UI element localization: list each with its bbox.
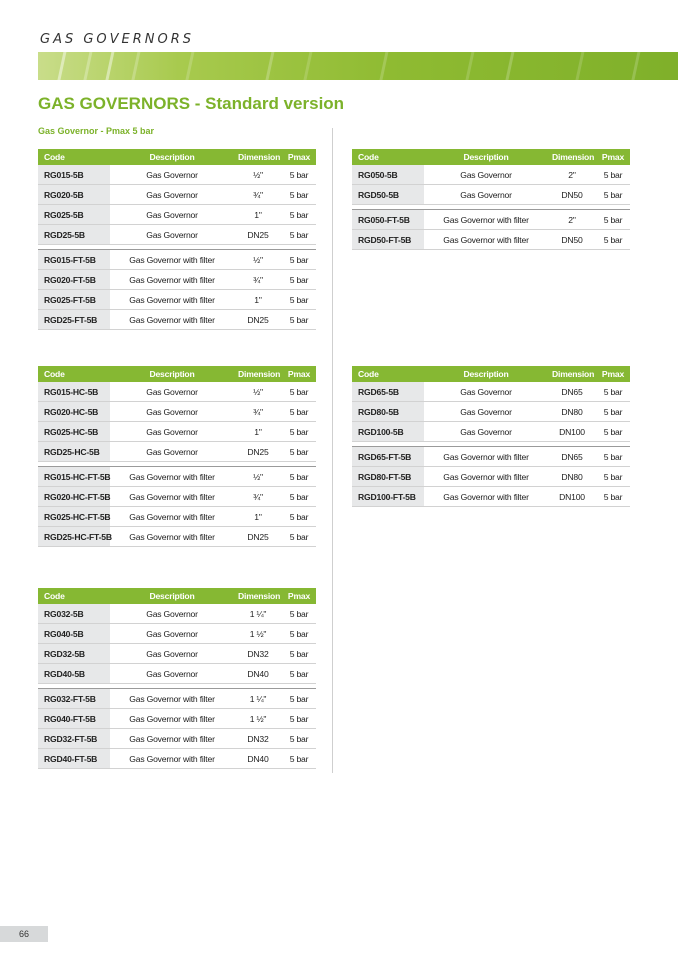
cell-description: Gas Governor with filter — [110, 250, 234, 270]
cell-description: Gas Governor — [424, 382, 548, 402]
table-header-row — [38, 366, 316, 382]
table-row — [38, 487, 316, 507]
cell-code: RGD40-5B — [38, 664, 110, 684]
table-row — [38, 382, 316, 402]
spec-table-2-inch — [352, 149, 630, 250]
cell-description: Gas Governor with filter — [110, 467, 234, 487]
table-row — [38, 527, 316, 547]
cell-description: Gas Governor with filter — [110, 749, 234, 769]
cell-description: Gas Governor with filter — [110, 270, 234, 290]
cell-pmax: 5 bar — [282, 250, 316, 270]
cell-code: RGD100-FT-5B — [352, 487, 424, 507]
cell-dimension: DN80 — [548, 402, 596, 422]
cell-dimension: ½" — [234, 165, 282, 185]
table-row — [38, 422, 316, 442]
cell-description: Gas Governor with filter — [110, 527, 234, 547]
cell-code: RG020-FT-5B — [38, 270, 110, 290]
header-dimension: Dimension — [234, 149, 282, 165]
cell-pmax: 5 bar — [282, 402, 316, 422]
header-dimension: Dimension — [548, 366, 596, 382]
table-header-row — [38, 588, 316, 604]
cell-dimension: 1" — [234, 507, 282, 527]
cell-description: Gas Governor — [110, 624, 234, 644]
cell-description: Gas Governor with filter — [424, 447, 548, 467]
spec-table-large-dn — [352, 366, 630, 507]
cell-dimension: 1 ½" — [234, 624, 282, 644]
cell-dimension: DN100 — [548, 422, 596, 442]
cell-code: RG050-5B — [352, 165, 424, 185]
table-row — [38, 644, 316, 664]
table-row — [38, 442, 316, 462]
header-dimension: Dimension — [234, 366, 282, 382]
table-header-row — [352, 366, 630, 382]
cell-code: RGD50-5B — [352, 185, 424, 205]
cell-pmax: 5 bar — [282, 729, 316, 749]
cell-description: Gas Governor — [110, 225, 234, 245]
cell-description: Gas Governor — [110, 402, 234, 422]
cell-code: RG015-5B — [38, 165, 110, 185]
cell-description: Gas Governor — [110, 604, 234, 624]
header-description: Description — [424, 366, 548, 382]
cell-pmax: 5 bar — [596, 422, 630, 442]
cell-dimension: ½" — [234, 250, 282, 270]
cell-pmax: 5 bar — [282, 749, 316, 769]
table-row — [38, 604, 316, 624]
table-row — [352, 467, 630, 487]
cell-code: RG032-5B — [38, 604, 110, 624]
header-description: Description — [110, 588, 234, 604]
table-row — [352, 230, 630, 250]
cell-description: Gas Governor with filter — [110, 729, 234, 749]
cell-description: Gas Governor — [110, 442, 234, 462]
cell-dimension: DN80 — [548, 467, 596, 487]
header-code: Code — [352, 149, 424, 165]
header-code: Code — [38, 149, 110, 165]
cell-dimension: ½" — [234, 467, 282, 487]
cell-dimension: 2" — [548, 165, 596, 185]
cell-pmax: 5 bar — [282, 165, 316, 185]
table-row — [38, 709, 316, 729]
cell-pmax: 5 bar — [282, 225, 316, 245]
cell-pmax: 5 bar — [596, 402, 630, 422]
cell-code: RGD65-FT-5B — [352, 447, 424, 467]
header-pmax: Pmax — [282, 588, 316, 604]
spec-table-small-sizes — [38, 149, 316, 330]
cell-description: Gas Governor with filter — [110, 689, 234, 709]
cell-pmax: 5 bar — [282, 487, 316, 507]
cell-pmax: 5 bar — [596, 487, 630, 507]
table-row — [38, 402, 316, 422]
table-row — [38, 729, 316, 749]
cell-dimension: DN100 — [548, 487, 596, 507]
cell-dimension: DN32 — [234, 644, 282, 664]
cell-pmax: 5 bar — [596, 467, 630, 487]
table-row — [352, 402, 630, 422]
table-row — [352, 422, 630, 442]
cell-pmax: 5 bar — [282, 709, 316, 729]
cell-dimension: ¾" — [234, 270, 282, 290]
cell-dimension: ½" — [234, 382, 282, 402]
section-label: GAS GOVERNORS — [40, 32, 195, 47]
cell-dimension: DN25 — [234, 225, 282, 245]
cell-description: Gas Governor with filter — [424, 487, 548, 507]
cell-description: Gas Governor — [110, 644, 234, 664]
cell-description: Gas Governor with filter — [424, 230, 548, 250]
table-row — [352, 185, 630, 205]
cell-pmax: 5 bar — [282, 624, 316, 644]
table-row — [38, 250, 316, 270]
cell-pmax: 5 bar — [282, 382, 316, 402]
cell-pmax: 5 bar — [282, 185, 316, 205]
table-header-row — [38, 149, 316, 165]
table-row — [352, 210, 630, 230]
cell-code: RG015-HC-FT-5B — [38, 467, 110, 487]
table-row — [38, 290, 316, 310]
cell-code: RGD25-HC-5B — [38, 442, 110, 462]
cell-description: Gas Governor — [424, 165, 548, 185]
cell-pmax: 5 bar — [282, 644, 316, 664]
cell-description: Gas Governor — [110, 664, 234, 684]
cell-dimension: 1 ¼" — [234, 689, 282, 709]
cell-description: Gas Governor — [110, 205, 234, 225]
cell-pmax: 5 bar — [282, 664, 316, 684]
table-row — [38, 689, 316, 709]
cell-pmax: 5 bar — [596, 210, 630, 230]
cell-dimension: ¾" — [234, 185, 282, 205]
cell-code: RGD80-FT-5B — [352, 467, 424, 487]
cell-code: RG025-5B — [38, 205, 110, 225]
cell-pmax: 5 bar — [596, 447, 630, 467]
table-row — [38, 664, 316, 684]
cell-dimension: 1 ½" — [234, 709, 282, 729]
cell-code: RGD40-FT-5B — [38, 749, 110, 769]
cell-dimension: DN40 — [234, 664, 282, 684]
cell-code: RGD25-HC-FT-5B — [38, 527, 110, 547]
cell-code: RGD80-5B — [352, 402, 424, 422]
cell-code: RG025-HC-5B — [38, 422, 110, 442]
cell-dimension: 2" — [548, 210, 596, 230]
header-dimension: Dimension — [548, 149, 596, 165]
table-row — [38, 624, 316, 644]
page-number: 66 — [0, 926, 48, 942]
cell-pmax: 5 bar — [596, 185, 630, 205]
table-row — [38, 749, 316, 769]
cell-pmax: 5 bar — [282, 689, 316, 709]
cell-dimension: 1 ¼" — [234, 604, 282, 624]
table-row — [352, 447, 630, 467]
table-row — [38, 165, 316, 185]
header-description: Description — [110, 366, 234, 382]
cell-code: RGD25-5B — [38, 225, 110, 245]
header-pmax: Pmax — [282, 149, 316, 165]
cell-pmax: 5 bar — [282, 467, 316, 487]
table-row — [352, 382, 630, 402]
cell-description: Gas Governor with filter — [424, 210, 548, 230]
cell-code: RG025-HC-FT-5B — [38, 507, 110, 527]
cell-dimension: DN65 — [548, 447, 596, 467]
table-row — [38, 507, 316, 527]
cell-code: RGD32-5B — [38, 644, 110, 664]
cell-code: RG020-HC-5B — [38, 402, 110, 422]
table-row — [352, 487, 630, 507]
cell-code: RG040-5B — [38, 624, 110, 644]
cell-dimension: DN50 — [548, 230, 596, 250]
cell-description: Gas Governor — [424, 422, 548, 442]
column-divider — [332, 128, 333, 773]
cell-code: RG015-HC-5B — [38, 382, 110, 402]
page-title: GAS GOVERNORS - Standard version — [38, 94, 345, 113]
table-row — [352, 165, 630, 185]
cell-description: Gas Governor with filter — [110, 290, 234, 310]
table-row — [38, 270, 316, 290]
cell-dimension: DN25 — [234, 310, 282, 330]
page-subtitle: Gas Governor - Pmax 5 bar — [38, 126, 155, 136]
cell-dimension: DN25 — [234, 527, 282, 547]
cell-description: Gas Governor with filter — [110, 507, 234, 527]
cell-description: Gas Governor — [110, 165, 234, 185]
cell-pmax: 5 bar — [282, 422, 316, 442]
cell-code: RG040-FT-5B — [38, 709, 110, 729]
header-code: Code — [38, 588, 110, 604]
cell-code: RGD65-5B — [352, 382, 424, 402]
header-code: Code — [38, 366, 110, 382]
spec-table-medium-sizes — [38, 588, 316, 769]
cell-pmax: 5 bar — [282, 310, 316, 330]
cell-description: Gas Governor with filter — [110, 310, 234, 330]
spec-table-hc — [38, 366, 316, 547]
cell-pmax: 5 bar — [282, 604, 316, 624]
table-row — [38, 185, 316, 205]
cell-pmax: 5 bar — [282, 507, 316, 527]
cell-description: Gas Governor with filter — [110, 709, 234, 729]
cell-dimension: DN32 — [234, 729, 282, 749]
header-pmax: Pmax — [596, 149, 630, 165]
cell-code: RG032-FT-5B — [38, 689, 110, 709]
header-description: Description — [424, 149, 548, 165]
cell-description: Gas Governor — [110, 185, 234, 205]
cell-code: RGD25-FT-5B — [38, 310, 110, 330]
header-pmax: Pmax — [596, 366, 630, 382]
cell-code: RGD100-5B — [352, 422, 424, 442]
cell-description: Gas Governor — [110, 382, 234, 402]
cell-dimension: DN65 — [548, 382, 596, 402]
cell-code: RG025-FT-5B — [38, 290, 110, 310]
cell-pmax: 5 bar — [282, 270, 316, 290]
cell-dimension: ¾" — [234, 487, 282, 507]
cell-code: RG015-FT-5B — [38, 250, 110, 270]
cell-dimension: ¾" — [234, 402, 282, 422]
cell-pmax: 5 bar — [596, 165, 630, 185]
cell-dimension: DN40 — [234, 749, 282, 769]
cell-dimension: 1" — [234, 290, 282, 310]
cell-pmax: 5 bar — [282, 442, 316, 462]
cell-dimension: DN50 — [548, 185, 596, 205]
cell-pmax: 5 bar — [282, 205, 316, 225]
cell-dimension: DN25 — [234, 442, 282, 462]
header-pmax: Pmax — [282, 366, 316, 382]
table-row — [38, 225, 316, 245]
cell-description: Gas Governor — [110, 422, 234, 442]
cell-dimension: 1" — [234, 422, 282, 442]
header-dimension: Dimension — [234, 588, 282, 604]
table-row — [38, 310, 316, 330]
header-description: Description — [110, 149, 234, 165]
cell-description: Gas Governor with filter — [110, 487, 234, 507]
table-row — [38, 205, 316, 225]
cell-dimension: 1" — [234, 205, 282, 225]
cell-description: Gas Governor — [424, 185, 548, 205]
header-banner — [38, 52, 678, 80]
cell-pmax: 5 bar — [282, 527, 316, 547]
cell-code: RG020-HC-FT-5B — [38, 487, 110, 507]
cell-code: RG050-FT-5B — [352, 210, 424, 230]
cell-pmax: 5 bar — [282, 290, 316, 310]
cell-code: RGD32-FT-5B — [38, 729, 110, 749]
cell-code: RGD50-FT-5B — [352, 230, 424, 250]
table-row — [38, 467, 316, 487]
cell-code: RG020-5B — [38, 185, 110, 205]
cell-pmax: 5 bar — [596, 230, 630, 250]
header-code: Code — [352, 366, 424, 382]
cell-description: Gas Governor with filter — [424, 467, 548, 487]
table-header-row — [352, 149, 630, 165]
cell-description: Gas Governor — [424, 402, 548, 422]
cell-pmax: 5 bar — [596, 382, 630, 402]
